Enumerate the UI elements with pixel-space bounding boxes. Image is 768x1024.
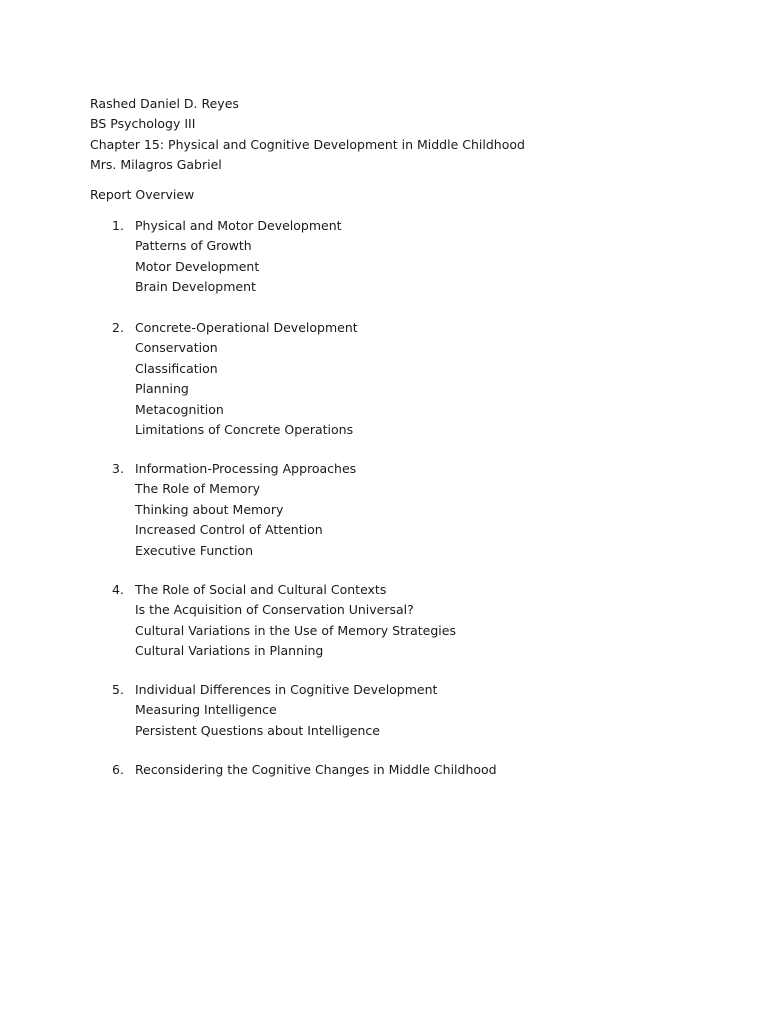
section-number: 2.: [112, 320, 124, 335]
section-title: Reconsidering the Cognitive Changes in Middle Childhood: [135, 762, 497, 777]
subtopic-list: [135, 236, 259, 297]
section-number: 4.: [112, 582, 124, 597]
subtopic-item: The Role of Memory: [135, 481, 260, 497]
subtopic-item: Metacognition: [135, 401, 224, 417]
subtopic-item: Increased Control of Attention: [135, 522, 323, 538]
course-name: BS Psychology III: [90, 116, 196, 132]
section-number: 1.: [112, 218, 124, 233]
subtopic-item: Limitations of Concrete Operations: [135, 421, 354, 437]
subtopic-item: Thinking about Memory: [135, 501, 284, 517]
author-name: Rashed Daniel D. Reyes: [90, 96, 239, 111]
section-number: 6.: [112, 762, 124, 777]
overview-heading: Report Overview: [90, 187, 195, 202]
subtopic-list: [135, 700, 380, 741]
section-number: 5.: [112, 682, 124, 697]
subtopic-item: Executive Function: [135, 542, 253, 558]
subtopic-list: [135, 600, 456, 661]
subtopic-item: Classification: [135, 360, 218, 376]
subtopic-list: [135, 338, 353, 440]
subtopic-item: Persistent Questions about Intelligence: [135, 722, 380, 738]
subtopic-item: Cultural Variations in Planning: [135, 643, 324, 659]
subtopic-item: Brain Development: [135, 279, 256, 295]
chapter-title: Chapter 15: Physical and Cognitive Development in Middle Childhood: [90, 136, 525, 152]
subtopic-item: Cultural Variations in the Use of Memory Strategies: [135, 622, 456, 638]
section-title: Individual Differences in Cognitive Development: [135, 682, 438, 697]
section-title: The Role of Social and Cultural Contexts: [135, 582, 387, 597]
subtopic-item: Is the Acquisition of Conservation Universal?: [135, 602, 414, 618]
section-title: Concrete-Operational Development: [135, 320, 358, 335]
subtopic-item: Patterns of Growth: [135, 238, 252, 254]
instructor-name: Mrs. Milagros Gabriel: [90, 157, 222, 173]
section-number: 3.: [112, 461, 124, 476]
subtopic-item: Planning: [135, 381, 189, 397]
section-title: Physical and Motor Development: [135, 218, 342, 233]
section-title: Information-Processing Approaches: [135, 461, 357, 476]
document-header: [90, 94, 525, 176]
subtopic-item: Measuring Intelligence: [135, 702, 277, 718]
subtopic-list: [135, 479, 323, 561]
subtopic-item: Conservation: [135, 340, 218, 356]
subtopic-item: Motor Development: [135, 258, 260, 274]
